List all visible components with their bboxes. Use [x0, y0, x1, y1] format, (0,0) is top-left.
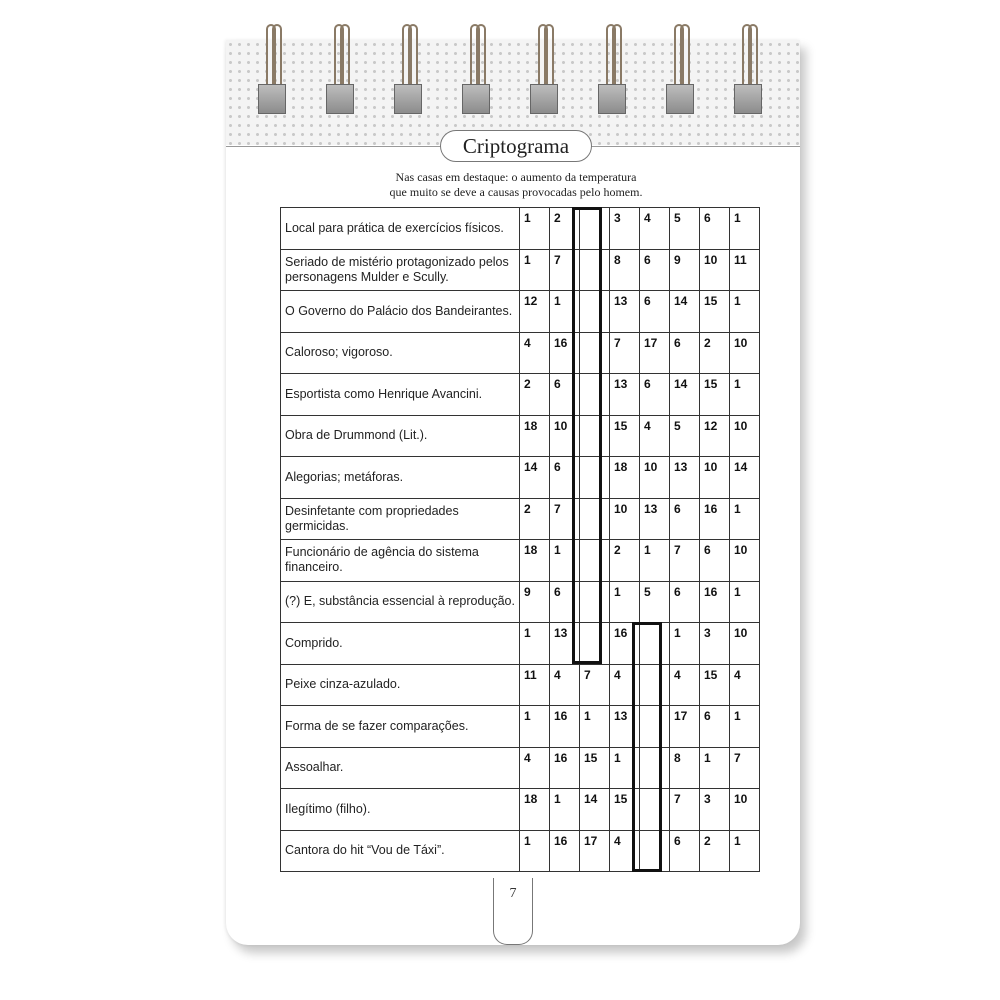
grid-cell[interactable] [670, 623, 700, 665]
grid-cell[interactable] [520, 706, 550, 748]
cell-number: 10 [734, 543, 748, 557]
grid-cell[interactable] [670, 208, 700, 250]
grid-cell[interactable] [730, 291, 760, 333]
cell-number: 14 [584, 792, 598, 806]
grid-cell[interactable] [640, 498, 670, 540]
grid-cell[interactable] [640, 747, 670, 789]
grid-cell[interactable] [700, 457, 730, 499]
grid-cell[interactable] [550, 747, 580, 789]
grid-cell[interactable] [520, 830, 550, 872]
cell-number: 7 [554, 501, 561, 516]
clue-text: Comprido. [281, 623, 520, 665]
cell-number: 11 [734, 252, 747, 267]
cell-number: 4 [644, 211, 651, 225]
cell-number: 2 [554, 211, 561, 225]
clue-text: Desinfetante com propriedades germicidas. [281, 498, 520, 540]
grid-cell[interactable] [520, 457, 550, 499]
grid-row [281, 457, 760, 499]
grid-cell[interactable] [670, 581, 700, 623]
cell-number: 16 [614, 626, 628, 640]
grid-cell[interactable] [580, 457, 610, 499]
grid-cell[interactable] [520, 332, 550, 374]
grid-cell[interactable] [640, 706, 670, 748]
cell-number: 18 [614, 460, 628, 474]
grid-cell[interactable] [730, 747, 760, 789]
cell-number: 4 [524, 335, 531, 350]
grid-cell[interactable] [610, 332, 640, 374]
cell-number: 6 [674, 501, 681, 516]
grid-cell[interactable] [700, 208, 730, 250]
cell-number: 16 [554, 750, 568, 765]
cell-number: 1 [734, 584, 741, 599]
grid-cell[interactable] [550, 249, 580, 291]
cell-number: 2 [524, 377, 531, 391]
grid-row [281, 291, 760, 333]
page-number-tab [493, 878, 533, 945]
grid-cell[interactable] [520, 540, 550, 582]
cell-number: 1 [704, 750, 711, 765]
grid-cell[interactable] [700, 415, 730, 457]
grid-cell[interactable] [640, 208, 670, 250]
grid-cell[interactable] [580, 332, 610, 374]
grid-cell[interactable] [550, 540, 580, 582]
cell-number: 3 [704, 626, 711, 640]
clue-text: Assoalhar. [281, 747, 520, 789]
clue-text: Cantora do hit “Vou de Táxi”. [281, 830, 520, 872]
grid-row [281, 581, 760, 623]
cell-number: 13 [614, 377, 628, 391]
cell-number: 2 [524, 501, 531, 516]
grid-cell[interactable] [520, 664, 550, 706]
cell-number: 1 [734, 501, 741, 516]
grid-cell[interactable] [670, 706, 700, 748]
grid-cell[interactable] [730, 706, 760, 748]
grid-cell[interactable] [580, 830, 610, 872]
cell-number: 4 [554, 667, 561, 682]
cell-number: 12 [524, 294, 538, 308]
cell-number: 6 [704, 211, 711, 225]
grid-cell[interactable] [670, 415, 700, 457]
cell-number: 14 [674, 377, 688, 391]
cell-number: 1 [524, 833, 531, 848]
cell-number: 1 [734, 833, 741, 848]
grid-cell[interactable] [700, 291, 730, 333]
grid-cell[interactable] [580, 664, 610, 706]
cell-number: 8 [614, 252, 621, 267]
cell-number: 1 [524, 211, 531, 225]
cell-number: 3 [704, 792, 711, 806]
cell-number: 9 [674, 252, 681, 267]
cell-number: 6 [674, 584, 681, 599]
grid-cell[interactable] [700, 747, 730, 789]
cell-number: 17 [674, 709, 688, 723]
grid-cell[interactable] [730, 540, 760, 582]
grid-cell[interactable] [610, 664, 640, 706]
clue-text: Forma de se fazer comparações. [281, 706, 520, 748]
cell-number: 14 [524, 460, 538, 474]
cell-number: 14 [734, 460, 748, 474]
cell-number: 1 [554, 294, 561, 308]
grid-row [281, 830, 760, 872]
cell-number: 4 [524, 750, 531, 765]
grid-cell[interactable] [730, 332, 760, 374]
grid-cell[interactable] [580, 581, 610, 623]
cell-number: 10 [614, 501, 628, 516]
grid-cell[interactable] [730, 623, 760, 665]
grid-cell[interactable] [700, 374, 730, 416]
cell-number: 1 [734, 294, 741, 308]
instructions-line-1: Nas casas em destaque: o aumento da temperatura [395, 170, 637, 184]
grid-cell[interactable] [670, 332, 700, 374]
cell-number: 13 [644, 501, 658, 516]
grid-cell[interactable] [520, 747, 550, 789]
grid-cell[interactable] [700, 830, 730, 872]
grid-cell[interactable] [580, 706, 610, 748]
grid-cell[interactable] [700, 498, 730, 540]
grid-cell[interactable] [520, 623, 550, 665]
grid-cell[interactable] [550, 291, 580, 333]
grid-cell[interactable] [580, 789, 610, 831]
clue-text: Peixe cinza-azulado. [281, 664, 520, 706]
clue-text: Caloroso; vigoroso. [281, 332, 520, 374]
grid-cell[interactable] [610, 208, 640, 250]
cell-number: 18 [524, 418, 538, 433]
clue-text: Local para prática de exercícios físicos. [281, 208, 520, 250]
grid-cell[interactable] [580, 540, 610, 582]
cell-number: 6 [674, 833, 681, 848]
cell-number: 1 [554, 792, 561, 806]
cell-number: 13 [614, 294, 628, 308]
cell-number: 6 [554, 584, 561, 599]
cell-number: 15 [704, 294, 718, 308]
cell-number: 1 [524, 252, 531, 267]
cell-number: 3 [614, 211, 621, 225]
grid-cell[interactable] [640, 291, 670, 333]
cell-number: 16 [704, 501, 718, 516]
clue-text: Ilegítimo (filho). [281, 789, 520, 831]
cell-number: 1 [644, 543, 651, 557]
cell-number: 5 [674, 418, 681, 433]
grid-cell[interactable] [580, 374, 610, 416]
grid-cell[interactable] [730, 415, 760, 457]
grid-cell[interactable] [670, 747, 700, 789]
cell-number: 7 [554, 252, 561, 267]
grid-cell[interactable] [670, 498, 700, 540]
cell-number: 2 [704, 335, 711, 350]
clue-text: Obra de Drummond (Lit.). [281, 415, 520, 457]
grid-cell[interactable] [700, 581, 730, 623]
cell-number: 12 [704, 418, 718, 433]
cell-number: 15 [614, 792, 628, 806]
grid-cell[interactable] [670, 374, 700, 416]
grid-cell[interactable] [730, 249, 760, 291]
grid-cell[interactable] [610, 581, 640, 623]
cell-number: 6 [674, 335, 681, 350]
grid-cell[interactable] [520, 249, 550, 291]
grid-cell[interactable] [550, 623, 580, 665]
cell-number: 15 [704, 667, 718, 682]
grid-cell[interactable] [580, 747, 610, 789]
cell-number: 9 [524, 584, 531, 599]
grid-row [281, 540, 760, 582]
grid-cell[interactable] [640, 789, 670, 831]
cell-number: 13 [674, 460, 688, 474]
cell-number: 7 [674, 792, 681, 806]
cell-number: 6 [554, 460, 561, 474]
puzzle-instructions [356, 170, 676, 200]
cell-number: 6 [704, 709, 711, 723]
clue-text: Alegorias; metáforas. [281, 457, 520, 499]
cell-number: 15 [704, 377, 718, 391]
cell-number: 1 [584, 709, 591, 723]
grid-cell[interactable] [520, 498, 550, 540]
cell-number: 4 [614, 833, 621, 848]
grid-cell[interactable] [640, 457, 670, 499]
grid-cell[interactable] [610, 706, 640, 748]
cell-number: 4 [674, 667, 681, 682]
spiral-binding [0, 0, 1000, 120]
grid-cell[interactable] [700, 623, 730, 665]
cell-number: 5 [674, 211, 681, 225]
grid-cell[interactable] [700, 789, 730, 831]
cell-number: 6 [704, 543, 711, 557]
grid-row [281, 208, 760, 250]
grid-cell[interactable] [640, 540, 670, 582]
cell-number: 13 [614, 709, 628, 723]
cell-number: 1 [524, 709, 531, 723]
grid-cell[interactable] [670, 291, 700, 333]
clue-text: Funcionário de agência do sistema financeiro. [281, 540, 520, 582]
cell-number: 2 [614, 543, 621, 557]
grid-cell[interactable] [700, 706, 730, 748]
cell-number: 10 [734, 418, 748, 433]
instructions-line-2: que muito se deve a causas provocadas pelo homem. [389, 185, 643, 199]
grid-cell[interactable] [670, 457, 700, 499]
grid-cell[interactable] [580, 291, 610, 333]
grid-cell[interactable] [670, 830, 700, 872]
cell-number: 6 [644, 377, 651, 391]
grid-cell[interactable] [730, 789, 760, 831]
grid-cell[interactable] [730, 664, 760, 706]
grid-cell[interactable] [610, 498, 640, 540]
cell-number: 7 [584, 667, 591, 682]
grid-cell[interactable] [640, 581, 670, 623]
grid-cell[interactable] [550, 664, 580, 706]
cell-number: 6 [644, 252, 651, 267]
grid-cell[interactable] [550, 332, 580, 374]
cell-number: 15 [584, 750, 598, 765]
grid-cell[interactable] [700, 332, 730, 374]
grid-cell[interactable] [700, 664, 730, 706]
cell-number: 16 [554, 709, 568, 723]
cell-number: 11 [524, 667, 537, 682]
grid-cell[interactable] [610, 830, 640, 872]
cell-number: 16 [554, 833, 568, 848]
cell-number: 17 [584, 833, 598, 848]
grid-cell[interactable] [550, 208, 580, 250]
grid-cell[interactable] [550, 789, 580, 831]
grid-cell[interactable] [580, 498, 610, 540]
clue-text: Esportista como Henrique Avancini. [281, 374, 520, 416]
grid-cell[interactable] [610, 623, 640, 665]
cell-number: 7 [614, 335, 621, 350]
cell-number: 16 [704, 584, 718, 599]
grid-cell[interactable] [580, 623, 610, 665]
grid-cell[interactable] [670, 249, 700, 291]
cell-number: 16 [554, 335, 568, 350]
cell-number: 15 [614, 418, 628, 433]
grid-cell[interactable] [700, 249, 730, 291]
grid-cell[interactable] [610, 374, 640, 416]
cell-number: 1 [524, 626, 531, 640]
cell-number: 18 [524, 543, 538, 557]
grid-cell[interactable] [610, 540, 640, 582]
cell-number: 6 [554, 377, 561, 391]
clue-text: Seriado de mistério protagonizado pelos personagens Mulder e Scully. [281, 249, 520, 291]
cell-number: 5 [644, 584, 651, 599]
grid-cell[interactable] [520, 415, 550, 457]
grid-cell[interactable] [730, 374, 760, 416]
grid-cell[interactable] [730, 208, 760, 250]
grid-cell[interactable] [550, 830, 580, 872]
grid-cell[interactable] [730, 581, 760, 623]
cell-number: 17 [644, 335, 658, 350]
grid-cell[interactable] [640, 415, 670, 457]
cell-number: 10 [704, 460, 718, 474]
grid-cell[interactable] [550, 498, 580, 540]
grid-cell[interactable] [640, 374, 670, 416]
grid-cell[interactable] [550, 457, 580, 499]
grid-cell[interactable] [550, 415, 580, 457]
grid-cell[interactable] [580, 415, 610, 457]
grid-cell[interactable] [640, 623, 670, 665]
cell-number: 1 [614, 750, 621, 765]
cell-number: 6 [644, 294, 651, 308]
grid-cell[interactable] [520, 789, 550, 831]
grid-cell[interactable] [520, 374, 550, 416]
grid-row [281, 747, 760, 789]
cell-number: 10 [704, 252, 718, 267]
cell-number: 14 [674, 294, 688, 308]
cell-number: 2 [704, 833, 711, 848]
cell-number: 1 [674, 626, 681, 640]
grid-row [281, 706, 760, 748]
grid-cell[interactable] [670, 540, 700, 582]
grid-row [281, 249, 760, 291]
grid-cell[interactable] [610, 415, 640, 457]
grid-cell[interactable] [640, 249, 670, 291]
grid-cell[interactable] [610, 747, 640, 789]
page-number: 7 [509, 886, 517, 901]
grid-row [281, 498, 760, 540]
cell-number: 4 [614, 667, 621, 682]
grid-row [281, 332, 760, 374]
clue-text: (?) E, substância essencial à reprodução. [281, 581, 520, 623]
cell-number: 13 [554, 626, 568, 640]
cell-number: 7 [674, 543, 681, 557]
grid-cell[interactable] [640, 664, 670, 706]
grid-cell[interactable] [520, 291, 550, 333]
cell-number: 18 [524, 792, 538, 806]
cell-number: 1 [614, 584, 621, 599]
cell-number: 10 [734, 792, 748, 806]
grid-cell[interactable] [670, 789, 700, 831]
grid-cell[interactable] [550, 581, 580, 623]
grid-cell[interactable] [670, 664, 700, 706]
cell-number: 10 [554, 418, 568, 433]
cell-number: 10 [734, 626, 748, 640]
cell-number: 8 [674, 750, 681, 765]
grid-cell[interactable] [640, 830, 670, 872]
cell-number: 1 [734, 211, 741, 225]
grid-cell[interactable] [550, 706, 580, 748]
grid-cell[interactable] [610, 291, 640, 333]
grid-row [281, 789, 760, 831]
cell-number: 4 [734, 667, 741, 682]
grid-cell[interactable] [730, 457, 760, 499]
grid-cell[interactable] [610, 789, 640, 831]
clue-text: O Governo do Palácio dos Bandeirantes. [281, 291, 520, 333]
cell-number: 4 [644, 418, 651, 433]
grid-cell[interactable] [730, 498, 760, 540]
cell-number: 7 [734, 750, 741, 765]
page-title: Criptograma [440, 130, 592, 162]
grid-cell[interactable] [580, 208, 610, 250]
cryptogram-grid [280, 207, 760, 872]
grid-row [281, 374, 760, 416]
grid-cell[interactable] [610, 249, 640, 291]
grid-row [281, 664, 760, 706]
grid-cell[interactable] [520, 208, 550, 250]
cell-number: 10 [734, 335, 748, 350]
grid-cell[interactable] [520, 581, 550, 623]
grid-cell[interactable] [580, 249, 610, 291]
cell-number: 1 [734, 709, 741, 723]
grid-row [281, 623, 760, 665]
grid-row [281, 415, 760, 457]
grid-cell[interactable] [640, 332, 670, 374]
grid-cell[interactable] [610, 457, 640, 499]
grid-cell[interactable] [730, 830, 760, 872]
grid-cell[interactable] [550, 374, 580, 416]
cell-number: 10 [644, 460, 658, 474]
cell-number: 1 [554, 543, 561, 557]
cell-number: 1 [734, 377, 741, 391]
grid-cell[interactable] [700, 540, 730, 582]
